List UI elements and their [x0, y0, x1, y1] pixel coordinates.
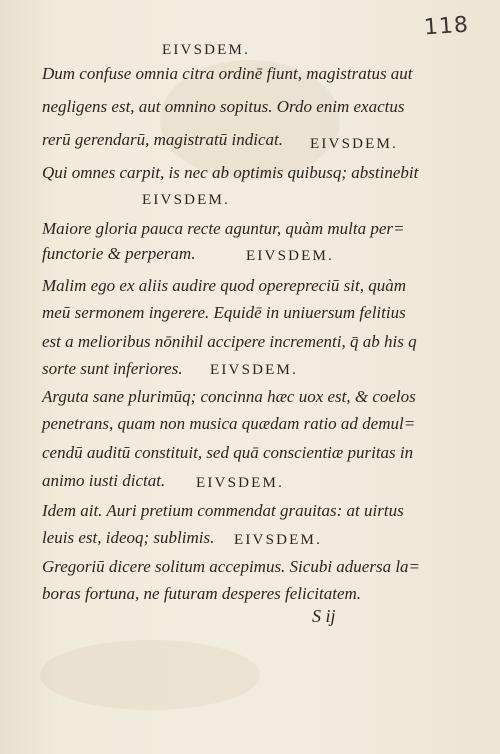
- text-line: Gregoriū dicere solitum accepimus. Sicubi aduersa la=: [42, 557, 421, 576]
- text-line: sorte sunt inferiores.: [42, 359, 183, 378]
- heading-eiusdem: EIVSDEM.: [234, 532, 323, 548]
- text-line: animo iusti dictat.: [42, 471, 166, 490]
- text-line: negligens est, aut omnino sopitus. Ordo enim exactus: [42, 97, 405, 116]
- text-line: leuis est, ideoq; sublimis.: [42, 528, 215, 547]
- text-line: boras fortuna, ne futuram desperes felicitatem.: [42, 584, 362, 603]
- text-line: Malim ego ex aliis audire quod operepreciū sit, quàm: [42, 276, 407, 295]
- paper-stain: [40, 640, 260, 710]
- text-line: Maiore gloria pauca recte aguntur, quàm multa per=: [42, 219, 405, 238]
- folio-number: 118: [423, 12, 470, 41]
- heading-eiusdem: EIVSDEM.: [310, 136, 399, 152]
- heading-eiusdem: EIVSDEM.: [196, 475, 285, 491]
- text-line: penetrans, quam non musica quædam ratio ad demul=: [42, 414, 416, 433]
- text-line: Dum confuse omnia citra ordinē fiunt, magistratus aut: [42, 64, 413, 83]
- text-line: rerū gerendarū, magistratū indicat.: [42, 130, 283, 149]
- text-line: functorie & perperam.: [42, 244, 196, 263]
- text-line: Qui omnes carpit, is nec ab optimis quibusq; abstinebit: [42, 163, 419, 182]
- text-line: Idem ait. Auri pretium commendat grauitas: at uirtus: [42, 501, 404, 520]
- text-line: Arguta sane plurimūq; concinna hæc uox est, & coelos: [42, 387, 416, 406]
- heading-eiusdem: EIVSDEM.: [246, 248, 335, 264]
- signature-mark: S ij: [312, 606, 336, 626]
- heading-eiusdem: EIVSDEM.: [162, 42, 251, 58]
- text-line: cendū auditū constituit, sed quā conscientiæ puritas in: [42, 443, 414, 462]
- text-line: est a melioribus nōnihil accipere incrementi, q̄ ab his q: [42, 332, 417, 351]
- text-line: meū sermonem ingerere. Equidē in uniuersum felitius: [42, 303, 406, 322]
- heading-eiusdem: EIVSDEM.: [210, 362, 299, 378]
- heading-eiusdem: EIVSDEM.: [142, 192, 231, 208]
